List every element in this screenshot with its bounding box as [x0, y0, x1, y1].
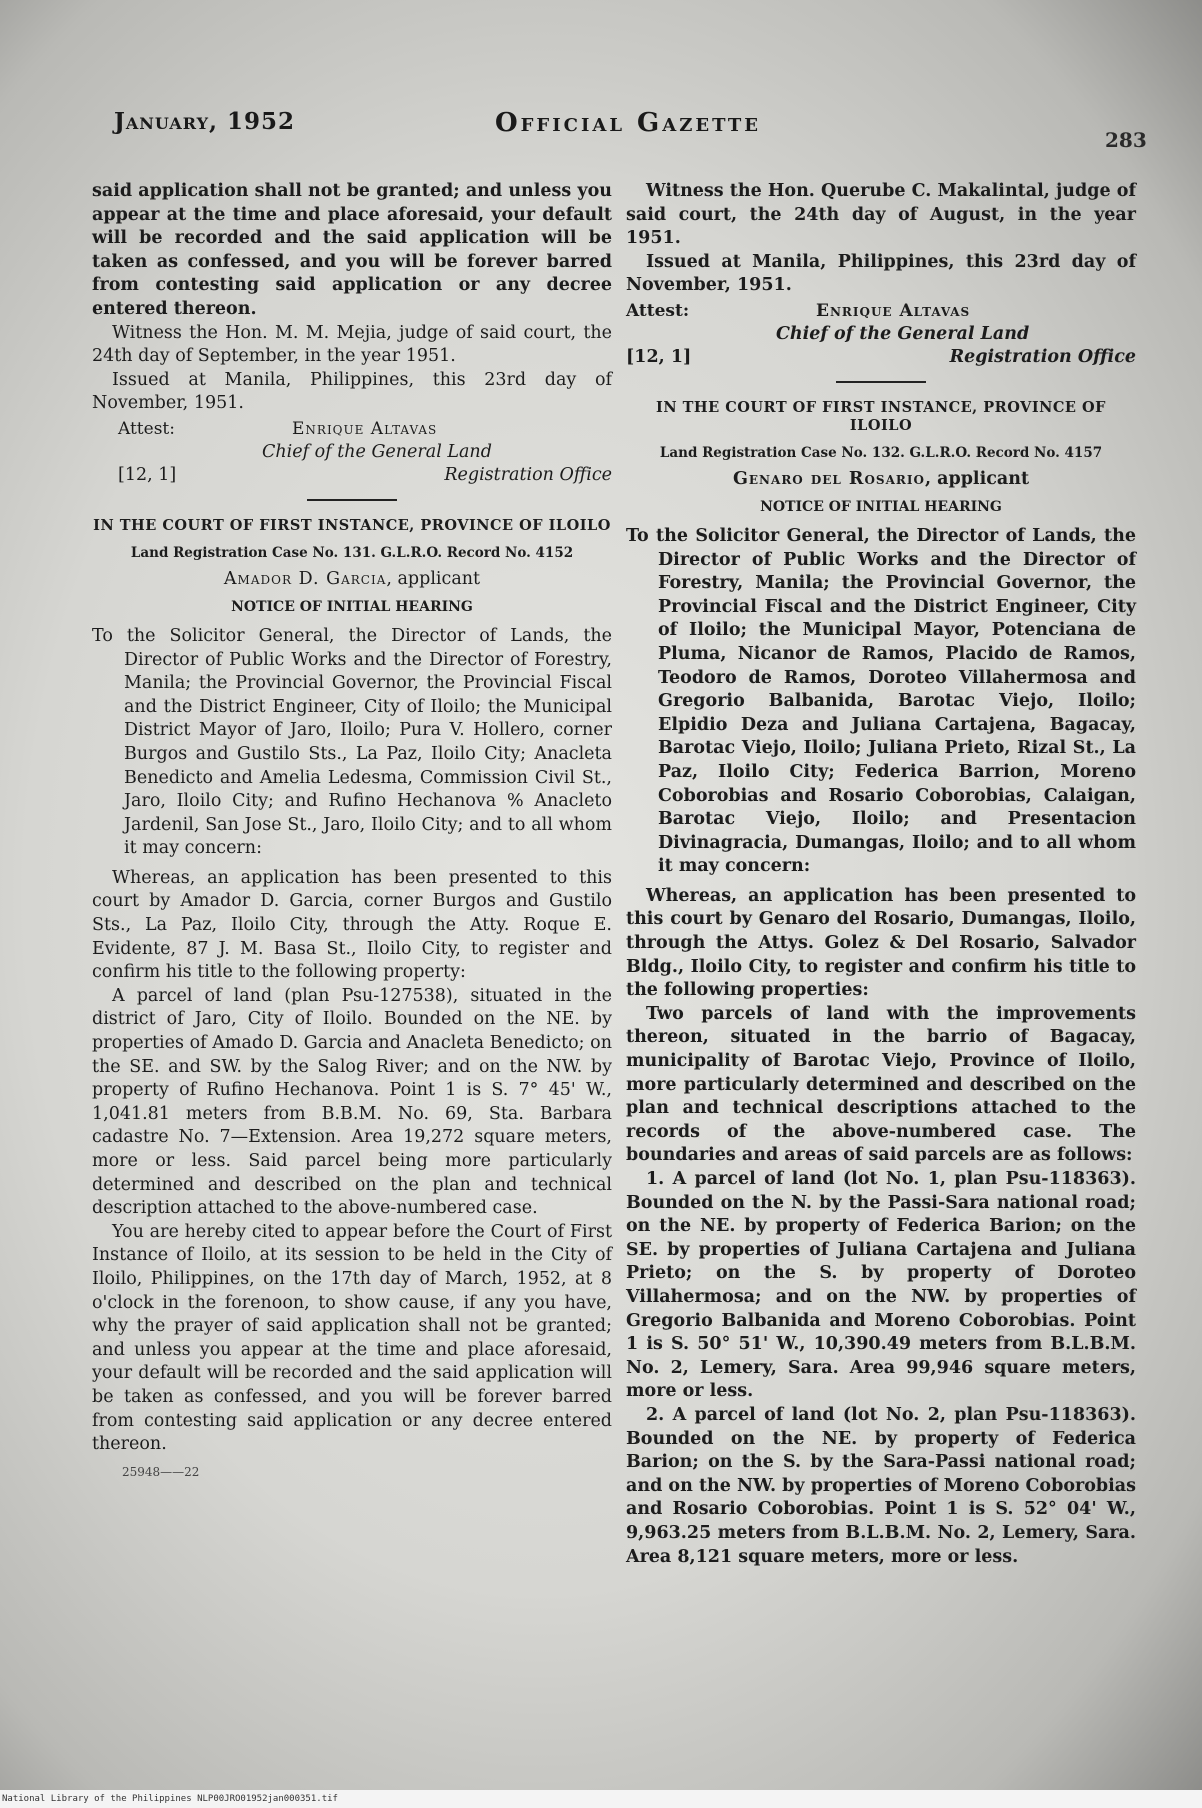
left-notice-heading: NOTICE OF INITIAL HEARING [231, 598, 473, 615]
left-signatory-name: Enrique Altavas [292, 418, 438, 439]
right-signatory-title-1: Chief of the General Land [776, 323, 1030, 344]
issue-date: January, 1952 [114, 108, 296, 135]
left-signatory-footer [92, 464, 612, 487]
left-applicant [92, 567, 612, 591]
left-issued-paragraph: Issued at Manila, Philippines, this 23rd day of November, 1951. [92, 369, 612, 414]
left-address-paragraph: To the Solicitor General, the Director of Lands, the Director of Public Works and the Director of Forestry, Manila; the Provincial Governor, the Provincial Fiscal and the District Engineer, City of Iloilo; the Municipal District Mayor of Jaro, Iloilo; Pura V. Hollero, corner Burgos and Gustilo Sts., La Paz, Iloilo City; Anacleta Benedicto and Amelia Ledesma, Commission Civil St., Jaro, Iloilo City; and Rufino Hechanova % Anacleto Jardenil, San Jose St., Jaro, Iloilo City; and to all whom it may concern: [92, 625, 612, 859]
right-issue-ref: [12, 1] [626, 346, 692, 367]
left-applicant-name: Amador D. Garcia [223, 568, 387, 589]
right-notice-heading: NOTICE OF INITIAL HEARING [760, 498, 1002, 515]
right-signatory-footer [626, 346, 1136, 369]
right-applicant-name: Genaro del Rosario [732, 468, 925, 489]
left-attest-label: Attest: [118, 418, 175, 439]
left-cited-paragraph: You are hereby cited to appear before the Court of First Instance of Iloilo, at its session to be held in the City of Iloilo, Philippines, on the 17th day of March, 1952, at 8 o'clock in the forenoon, to show cause, if any you have, why the prayer of said application shall not be granted; and unless you appear at the time and place aforesaid, your default will be recorded and the said application will be taken as confessed, and you will be forever barred from contesting said application or any decree entered thereon. [92, 1221, 612, 1455]
left-applicant-suffix: , applicant [386, 568, 481, 589]
right-parcel-2-paragraph: 2. A parcel of land (lot No. 2, plan Psu-118363). Bounded on the NE. by property of Federica Barion; on the S. by the Sara-Passi national road; and on the NW. by properties of Moreno Coborobias and Rosario Coborobias. Point 1 is S. 52° 04' W., 9,963.25 meters from B.L.B.M. No. 2, Lemery, Sara. Area 8,121 square meters, more or less. [626, 1404, 1136, 1567]
right-parcel-1-paragraph: 1. A parcel of land (lot No. 1, plan Psu-118363). Bounded on the N. by the Passi-Sara national road; on the NE. by property of Federica Barion; on the SE. by properties of Juliana Cartajena and Juliana Prieto; on the S. by property of Doroteo Villahermosa; and on the NW. by properties of Gregorio Balbanida and Moreno Coborobias. Point 1 is S. 50° 51' W., 10,390.49 meters from B.L.B.M. No. 2, Lemery, Sara. Area 99,946 square meters, more or less. [626, 1169, 1136, 1402]
right-court-heading: IN THE COURT OF FIRST INSTANCE, PROVINCE OF ILOILO [656, 398, 1106, 434]
right-signatory-title-2: Registration Office [949, 346, 1136, 367]
left-signatory-title-2: Registration Office [444, 464, 612, 485]
right-applicant [626, 467, 1136, 491]
right-applicant-suffix: , applicant [924, 468, 1030, 489]
right-attest-label: Attest: [626, 300, 690, 321]
left-court-heading: IN THE COURT OF FIRST INSTANCE, PROVINCE OF ILOILO [93, 516, 611, 534]
left-parcel-paragraph: A parcel of land (plan Psu-127538), situated in the district of Jaro, City of Iloilo. Bounded on the NE. by properties of Amado D. Garcia and Anacleta Benedicto; on the SE. and SW. by the Salog River; and on the NW. by property of Rufino Hechanova. Point 1 is S. 7° 45' W., 1,041.81 meters from B.B.M. No. 69, Sta. Barbara cadastre No. 7—Extension. Area 19,272 square meters, more or less. Said parcel being more particularly determined and described on the plan and technical description attached to the above-numbered case. [92, 985, 612, 1219]
right-divider [836, 381, 926, 383]
right-column [626, 180, 1136, 1569]
right-address-paragraph: To the Solicitor General, the Director of Lands, the Director of Public Works and the Director of Forestry, Manila; the Provincial Governor, the Provincial Fiscal and the District Engineer, City of Iloilo; the Municipal Mayor, Potenciana de Pluma, Nicanor de Ramos, Placido de Ramos, Teodoro de Ramos, Doroteo Villahermosa and Gregorio Balbanida, Barotac Viejo, Iloilo; Elpidio Deza and Juliana Cartajena, Bagacay, Barotac Viejo, Iloilo; Juliana Prieto, Rizal St., La Paz, Iloilo City; Federica Barrion, Moreno Coborobias and Rosario Coborobias, Calaigan, Barotac Viejo, Iloilo; and Presentacion Divinagracia, Dumangas, Iloilo; and to all whom it may concern: [626, 525, 1136, 877]
left-footnote: 25948——22 [122, 1464, 200, 1479]
right-witness-paragraph: Witness the Hon. Querube C. Makalintal, judge of said court, the 24th day of August, in the year 1951. [626, 181, 1136, 249]
right-case-number: Land Registration Case No. 132. G.L.R.O. Record No. 4157 [659, 444, 1103, 461]
scan-footer: National Library of the Philippines NLP00JRO01952jan000351.tif [0, 1790, 1202, 1808]
right-signatory-name: Enrique Altavas [816, 300, 971, 321]
right-parcels-intro-paragraph: Two parcels of land with the improvements thereon, situated in the barrio of Bagacay, municipality of Barotac Viejo, Province of Iloilo, more particularly determined and described on the plan and technical descriptions attached to the records of the above-numbered case. The boundaries and areas of said parcels are as follows: [626, 1003, 1136, 1166]
page-number: 283 [1105, 128, 1147, 152]
left-continuation-paragraph: said application shall not be granted; and unless you appear at the time and place aforesaid, your default will be recorded and the said application will be taken as confessed, and you will be forever barred from contesting said application or any decree entered thereon. [92, 181, 612, 319]
publication-title: Official Gazette [495, 108, 761, 138]
right-whereas-paragraph: Whereas, an application has been presented to this court by Genaro del Rosario, Dumangas, Iloilo, through the Attys. Golez & Del Rosario, Salvador Bldg., Iloilo City, to register and confirm his title to the following properties: [626, 885, 1136, 1001]
left-witness-paragraph: Witness the Hon. M. M. Mejia, judge of said court, the 24th day of September, in the year 1951. [92, 322, 612, 367]
left-divider [307, 499, 397, 501]
left-column [92, 180, 612, 1479]
left-signatory-title-1: Chief of the General Land [262, 441, 492, 462]
right-issued-paragraph: Issued at Manila, Philippines, this 23rd day of November, 1951. [626, 251, 1136, 296]
left-issue-ref: [12, 1] [118, 464, 177, 485]
left-whereas-paragraph: Whereas, an application has been presented to this court by Amador D. Garcia, corner Burgos and Gustilo Sts., La Paz, Iloilo City, through the Atty. Roque E. Evidente, 87 J. M. Basa St., Iloilo City, to register and confirm his title to the following property: [92, 867, 612, 983]
left-case-number: Land Registration Case No. 131. G.L.R.O. Record No. 4152 [130, 544, 574, 561]
